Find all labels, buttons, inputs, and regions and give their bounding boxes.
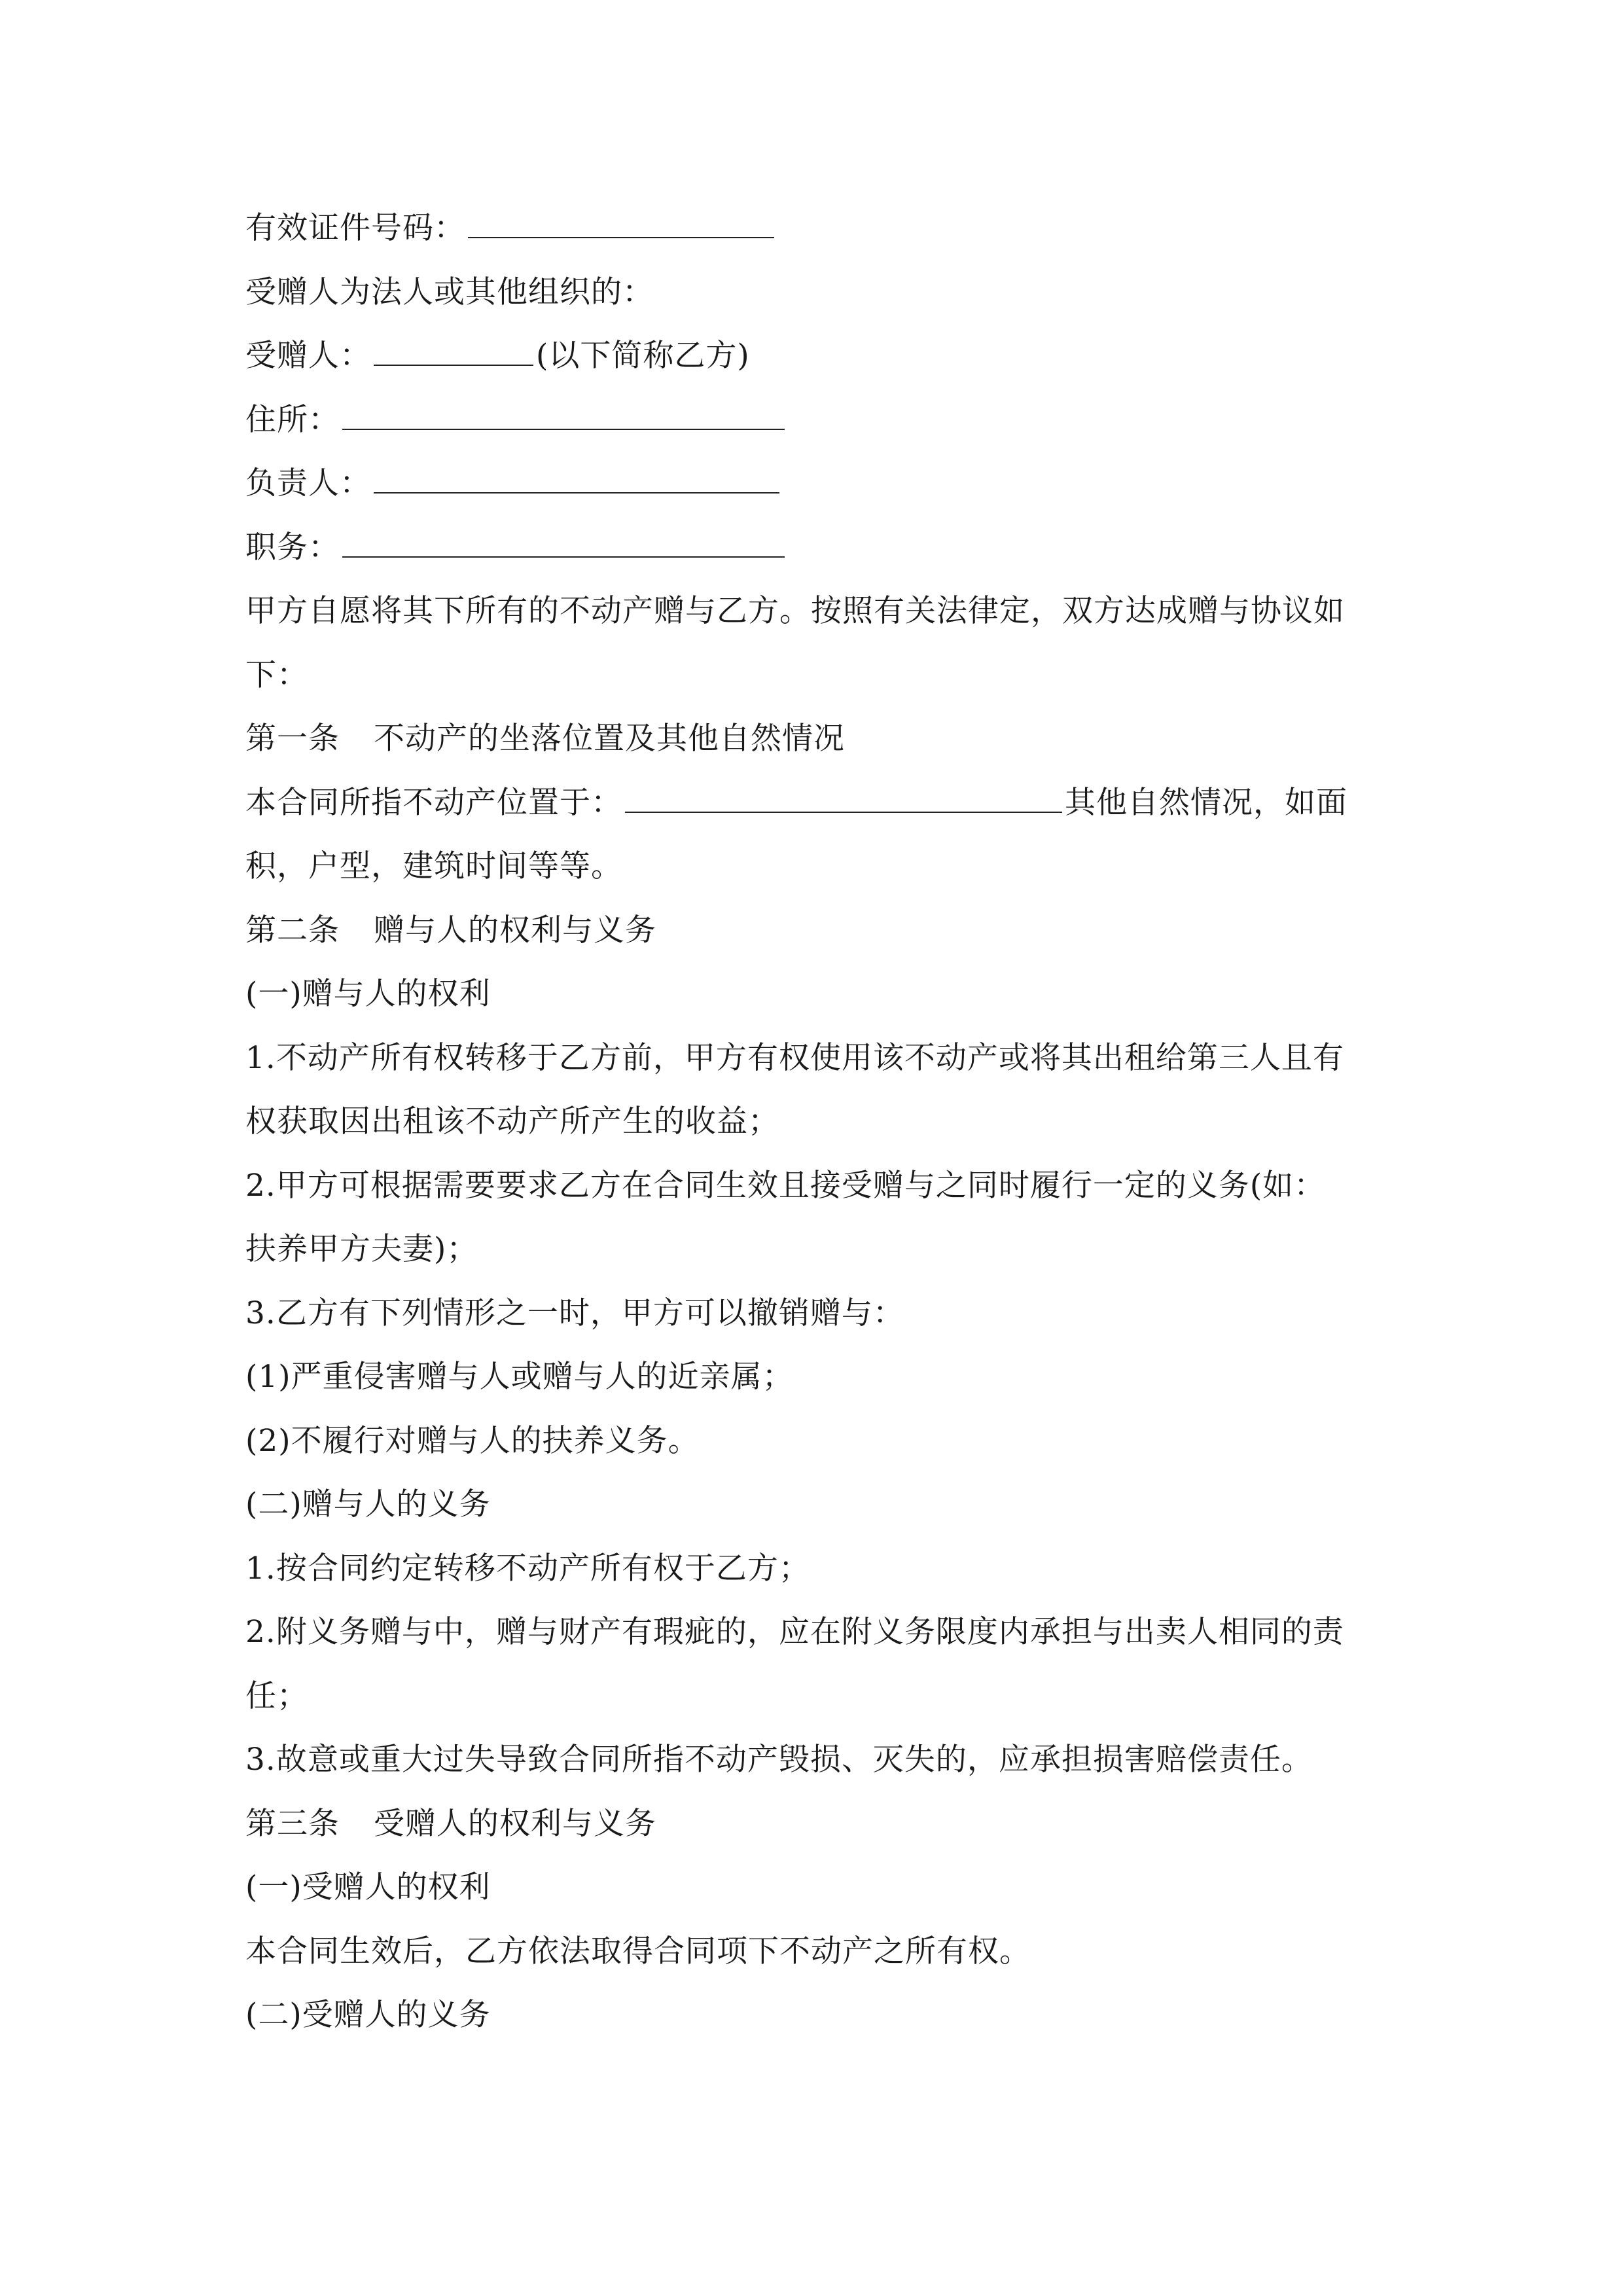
article-2-heading [245, 899, 1384, 963]
article-3-heading [245, 1792, 1384, 1856]
article-2-number: 第二条 [245, 912, 340, 948]
donee-duties-heading [245, 1983, 1384, 2047]
revocation-case-2 [245, 1409, 1384, 1473]
donor-duties-item-3-text: 3.故意或重大过失导致合同所指不动产毁损、灭失的，应承担损害赔偿责任。 [245, 1742, 1313, 1778]
donor-duties-item-2-text: 2.附义务赠与中，赠与财产有瑕疵的，应在附义务限度内承担与出卖人相同的责 [245, 1614, 1344, 1650]
donor-rights-item-1-text: 1.不动产所有权转移于乙方前，甲方有权使用该不动产或将其出租给第三人且有 [245, 1039, 1344, 1076]
donor-rights-title: (一)赠与人的权利 [245, 976, 491, 1012]
donee-org-heading [245, 260, 1384, 325]
donor-duties-item-3 [245, 1728, 1384, 1792]
donee-abbrev: (以下简称乙方) [536, 338, 750, 374]
preamble-text-2: 下： [245, 656, 308, 693]
position-blank [342, 522, 785, 558]
document-body [245, 196, 1384, 2047]
donor-rights-item-1 [245, 1026, 1384, 1090]
article-1-heading [245, 707, 1384, 771]
property-location-line [245, 771, 1384, 835]
preamble-line-1 [245, 579, 1384, 643]
donor-rights-item-2-cont-text: 扶养甲方夫妻)； [245, 1231, 478, 1267]
property-location-blank [625, 778, 1062, 813]
responsible-person-blank [374, 458, 779, 493]
donor-rights-item-1-cont [245, 1090, 1384, 1154]
article-2-title: 赠与人的权利与义务 [374, 912, 656, 948]
donee-rights-text-line [245, 1920, 1384, 1984]
article-1-title: 不动产的坐落位置及其他自然情况 [374, 721, 845, 757]
id-number-label: 有效证件号码： [245, 210, 465, 246]
donor-rights-item-2 [245, 1154, 1384, 1218]
donor-duties-item-1-text: 1.按合同约定转移不动产所有权于乙方； [245, 1550, 810, 1587]
donee-rights-heading [245, 1856, 1384, 1920]
revocation-case-1-text: (1)严重侵害赠与人或赠与人的近亲属； [245, 1359, 794, 1395]
address-blank [342, 395, 785, 430]
address-label: 住所： [245, 401, 340, 438]
donee-org-text: 受赠人为法人或其他组织的： [245, 274, 654, 310]
donor-rights-item-3-text: 3.乙方有下列情形之一时，甲方可以撤销赠与： [245, 1295, 904, 1331]
responsible-person-line [245, 452, 1384, 516]
donor-duties-item-2-cont [245, 1664, 1384, 1729]
donor-rights-item-2-text: 2.甲方可根据需要要求乙方在合同生效且接受赠与之同时履行一定的义务(如： [245, 1167, 1326, 1204]
position-label: 职务： [245, 529, 340, 565]
preamble-text-1: 甲方自愿将其下所有的不动产赠与乙方。按照有关法律定，双方达成赠与协议如 [245, 593, 1345, 629]
article-3-number: 第三条 [245, 1805, 340, 1842]
revocation-case-1 [245, 1345, 1384, 1409]
donor-duties-heading [245, 1473, 1384, 1537]
donee-rights-title: (一)受赠人的权利 [245, 1869, 491, 1905]
donee-blank [374, 331, 533, 366]
property-other-info-cont: 积，户型，建筑时间等等。 [245, 848, 622, 884]
donor-duties-title: (二)赠与人的义务 [245, 1486, 491, 1522]
donor-rights-item-2-cont [245, 1217, 1384, 1282]
donor-duties-item-1 [245, 1537, 1384, 1601]
donee-line [245, 324, 1384, 388]
preamble-line-2 [245, 643, 1384, 708]
address-line [245, 388, 1384, 452]
donor-rights-item-1-cont-text: 权获取因出租该不动产所产生的收益； [245, 1103, 779, 1139]
donee-duties-title: (二)受赠人的义务 [245, 1997, 491, 2033]
donor-duties-item-2-cont-text: 任； [245, 1677, 308, 1714]
article-1-number: 第一条 [245, 721, 340, 757]
donor-duties-item-2 [245, 1600, 1384, 1664]
position-line [245, 516, 1384, 580]
donee-label: 受赠人： [245, 338, 371, 374]
article-3-title: 受赠人的权利与义务 [374, 1805, 656, 1842]
id-number-line [245, 196, 1384, 260]
revocation-case-2-text: (2)不履行对赠与人的扶养义务。 [245, 1422, 700, 1459]
property-other-info: 其他自然情况，如面 [1065, 784, 1347, 821]
responsible-person-label: 负责人： [245, 465, 371, 501]
id-number-blank [468, 203, 774, 238]
donor-rights-heading [245, 962, 1384, 1026]
donee-rights-text: 本合同生效后，乙方依法取得合同项下不动产之所有权。 [245, 1933, 1031, 1969]
donor-rights-item-3 [245, 1282, 1384, 1346]
property-location-line-2 [245, 834, 1384, 899]
property-location-label: 本合同所指不动产位置于： [245, 784, 622, 821]
